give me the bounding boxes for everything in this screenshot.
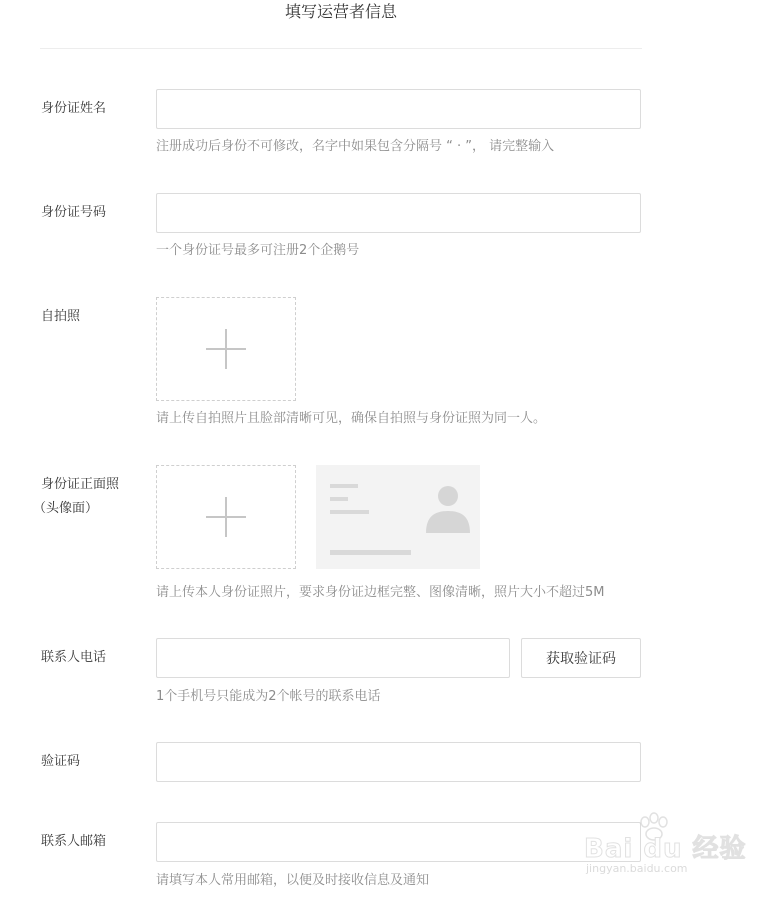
id-front-upload-box[interactable] xyxy=(156,465,296,569)
id-front-hint: 请上传本人身份证照片，要求身份证边框完整、图像清晰，照片大小不超过5M xyxy=(156,585,605,600)
id-front-label xyxy=(33,474,120,520)
contact-email-hint: 请填写本人常用邮箱，以便及时接收信息及通知 xyxy=(156,873,430,888)
contact-email-input[interactable] xyxy=(156,822,641,862)
id-front-label-line1: 身份证正面照 xyxy=(41,477,120,492)
id-front-label-line2: （头像面） xyxy=(33,501,99,516)
contact-phone-input[interactable] xyxy=(156,638,510,678)
selfie-upload-box[interactable] xyxy=(156,297,296,401)
id-card-sample-icon xyxy=(316,465,480,569)
plus-icon xyxy=(206,329,246,369)
contact-phone-hint: 1个手机号只能成为2个帐号的联系电话 xyxy=(156,689,381,704)
id-number-input[interactable] xyxy=(156,193,641,233)
id-name-label: 身份证姓名 xyxy=(41,101,107,116)
contact-email-label: 联系人邮箱 xyxy=(41,834,107,849)
baidu-jingyan-watermark xyxy=(584,812,747,882)
id-number-hint: 一个身份证号最多可注册2个企鹅号 xyxy=(156,243,360,258)
page-title: 填写运营者信息 xyxy=(284,2,397,21)
id-name-input[interactable] xyxy=(156,89,641,129)
verify-code-input[interactable] xyxy=(156,742,641,782)
id-number-label: 身份证号码 xyxy=(41,205,107,220)
id-name-hint: 注册成功后身份不可修改，名字中如果包含分隔号 “ · ”， 请完整输入 xyxy=(156,139,555,154)
selfie-label: 自拍照 xyxy=(41,309,81,324)
title-divider xyxy=(40,48,642,49)
get-verify-code-button[interactable]: 获取验证码 xyxy=(521,638,641,678)
selfie-hint: 请上传自拍照片且脸部清晰可见，确保自拍照与身份证照为同一人。 xyxy=(156,411,547,426)
id-card-sample xyxy=(316,465,480,569)
verify-code-label: 验证码 xyxy=(41,754,81,769)
contact-phone-label: 联系人电话 xyxy=(41,650,107,665)
watermark-main-text: Bai du 经验 xyxy=(584,834,747,864)
plus-icon xyxy=(206,497,246,537)
watermark-sub-text: jingyan.baidu.com xyxy=(586,862,688,875)
